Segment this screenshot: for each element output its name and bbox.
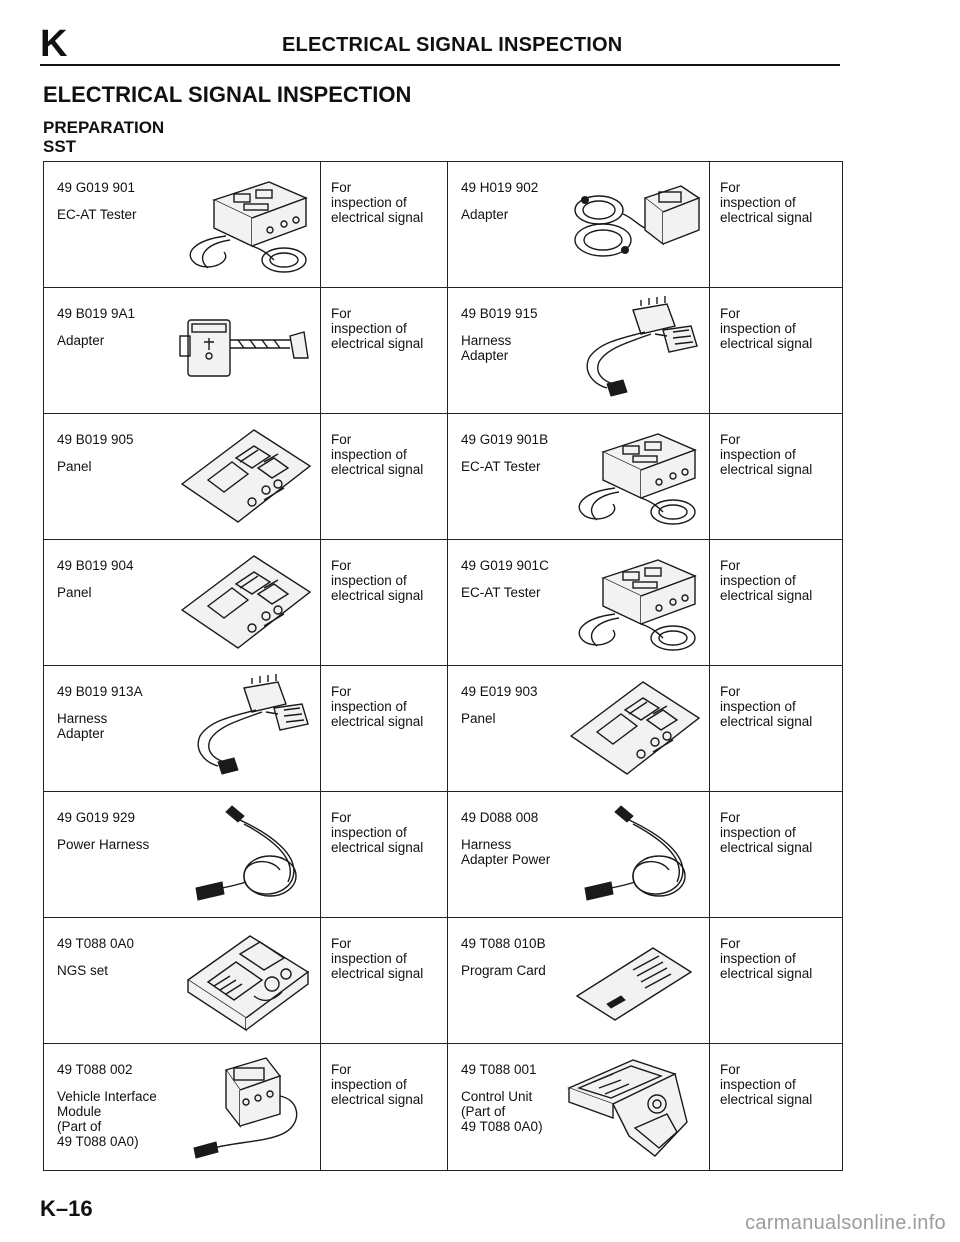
adapter-icon — [563, 170, 703, 278]
tool-name: Adapter — [57, 333, 105, 348]
tool-info — [57, 936, 177, 978]
tool-name: Control Unit (Part of 49 T088 0A0) — [461, 1089, 543, 1134]
tool-number: 49 E019 903 — [461, 684, 538, 699]
tool-cell — [44, 666, 321, 792]
purpose-cell — [321, 918, 448, 1044]
tool-number: 49 G019 901 — [57, 180, 136, 195]
tool-cell — [448, 666, 710, 792]
ec-at-tester-icon — [174, 170, 314, 278]
tool-purpose: For inspection of electrical signal — [720, 936, 813, 981]
tool-purpose: For inspection of electrical signal — [720, 810, 813, 855]
tool-info — [57, 558, 177, 600]
tool-name: EC-AT Tester — [57, 207, 137, 222]
tool-name: Harness Adapter — [461, 333, 512, 363]
tool-purpose: For inspection of electrical signal — [720, 180, 813, 225]
tool-number: 49 T088 002 — [57, 1062, 133, 1077]
tool-name: Power Harness — [57, 837, 150, 852]
purpose-cell — [321, 666, 448, 792]
power-harness-icon — [563, 800, 703, 908]
tool-name: Panel — [57, 585, 92, 600]
subheading-sst: SST — [43, 137, 77, 156]
tool-cell — [44, 540, 321, 666]
tool-name: Vehicle Interface Module (Part of 49 T088 0A0) — [57, 1089, 157, 1149]
tool-name: NGS set — [57, 963, 109, 978]
harness-adapter-icon — [563, 296, 703, 404]
tool-cell — [448, 288, 710, 414]
tool-purpose: For inspection of electrical signal — [720, 306, 813, 351]
panel-icon — [174, 548, 314, 656]
tool-purpose: For inspection of electrical signal — [331, 306, 424, 351]
harness-adapter-icon — [174, 674, 314, 782]
page-title: ELECTRICAL SIGNAL INSPECTION — [43, 82, 412, 107]
tool-number: 49 G019 901B — [461, 432, 549, 447]
purpose-cell — [710, 162, 842, 288]
tool-name: Harness Adapter — [57, 711, 108, 741]
tool-number: 49 D088 008 — [461, 810, 539, 825]
tool-purpose: For inspection of electrical signal — [331, 684, 424, 729]
watermark: carmanualsonline.info — [745, 1212, 946, 1234]
tool-number: 49 B019 904 — [57, 558, 134, 573]
tool-number: 49 T088 001 — [461, 1062, 537, 1077]
power-harness-icon — [174, 800, 314, 908]
purpose-cell — [321, 288, 448, 414]
tool-purpose: For inspection of electrical signal — [331, 1062, 424, 1107]
adapter-box-icon — [174, 296, 314, 404]
tool-cell — [448, 162, 710, 288]
purpose-cell — [321, 792, 448, 918]
tool-name: Adapter — [461, 207, 509, 222]
tool-name: EC-AT Tester — [461, 459, 541, 474]
tool-cell — [44, 414, 321, 540]
tool-purpose: For inspection of electrical signal — [331, 558, 424, 603]
sst-table — [43, 161, 843, 1171]
tool-info — [57, 684, 177, 741]
program-card-icon — [563, 926, 703, 1034]
tool-number: 49 B019 905 — [57, 432, 134, 447]
tool-number: 49 B019 9A1 — [57, 306, 136, 321]
tool-name: Panel — [57, 459, 92, 474]
purpose-cell — [710, 1044, 842, 1170]
tool-cell — [448, 414, 710, 540]
ec-at-tester-icon — [563, 548, 703, 656]
purpose-cell — [321, 414, 448, 540]
tool-cell — [448, 1044, 710, 1170]
tool-purpose: For inspection of electrical signal — [720, 684, 813, 729]
tool-name: Panel — [461, 711, 496, 726]
tool-purpose: For inspection of electrical signal — [331, 936, 424, 981]
tool-number: 49 G019 901C — [461, 558, 549, 573]
tool-number: 49 H019 902 — [461, 180, 539, 195]
tool-case-icon — [174, 926, 314, 1034]
tool-cell — [448, 792, 710, 918]
tool-purpose: For inspection of electrical signal — [720, 558, 813, 603]
tool-info — [57, 306, 177, 348]
tool-cell — [44, 792, 321, 918]
purpose-cell — [710, 288, 842, 414]
section-letter: K — [40, 23, 68, 65]
control-unit-icon — [563, 1052, 703, 1160]
tool-purpose: For inspection of electrical signal — [331, 180, 424, 225]
tool-number: 49 G019 929 — [57, 810, 136, 825]
tool-number: 49 T088 010B — [461, 936, 546, 951]
tool-purpose: For inspection of electrical signal — [331, 432, 424, 477]
tool-name: Program Card — [461, 963, 546, 978]
tool-name: EC-AT Tester — [461, 585, 541, 600]
tool-cell — [44, 288, 321, 414]
tool-purpose: For inspection of electrical signal — [720, 1062, 813, 1107]
tool-number: 49 T088 0A0 — [57, 936, 135, 951]
purpose-cell — [710, 792, 842, 918]
purpose-cell — [321, 162, 448, 288]
tool-cell — [448, 540, 710, 666]
running-title: ELECTRICAL SIGNAL INSPECTION — [282, 34, 623, 56]
purpose-cell — [321, 540, 448, 666]
page-number: K–16 — [40, 1196, 93, 1221]
ec-at-tester-icon — [563, 422, 703, 530]
tool-number: 49 B019 915 — [461, 306, 538, 321]
purpose-cell — [710, 666, 842, 792]
subheading-preparation: PREPARATION — [43, 118, 165, 137]
tool-info — [57, 432, 177, 474]
purpose-cell — [321, 1044, 448, 1170]
purpose-cell — [710, 540, 842, 666]
tool-cell — [448, 918, 710, 1044]
tool-cell — [44, 162, 321, 288]
interface-module-icon — [174, 1052, 314, 1160]
tool-purpose: For inspection of electrical signal — [720, 432, 813, 477]
panel-icon — [174, 422, 314, 530]
tool-cell — [44, 1044, 321, 1170]
page-header — [40, 23, 840, 66]
tool-cell — [44, 918, 321, 1044]
tool-info — [57, 180, 177, 222]
tool-info — [57, 810, 177, 852]
purpose-cell — [710, 414, 842, 540]
panel-icon — [563, 674, 703, 782]
tool-purpose: For inspection of electrical signal — [331, 810, 424, 855]
tool-number: 49 B019 913A — [57, 684, 143, 699]
purpose-cell — [710, 918, 842, 1044]
tool-name: Harness Adapter Power — [461, 837, 551, 867]
tool-info — [57, 1062, 177, 1149]
